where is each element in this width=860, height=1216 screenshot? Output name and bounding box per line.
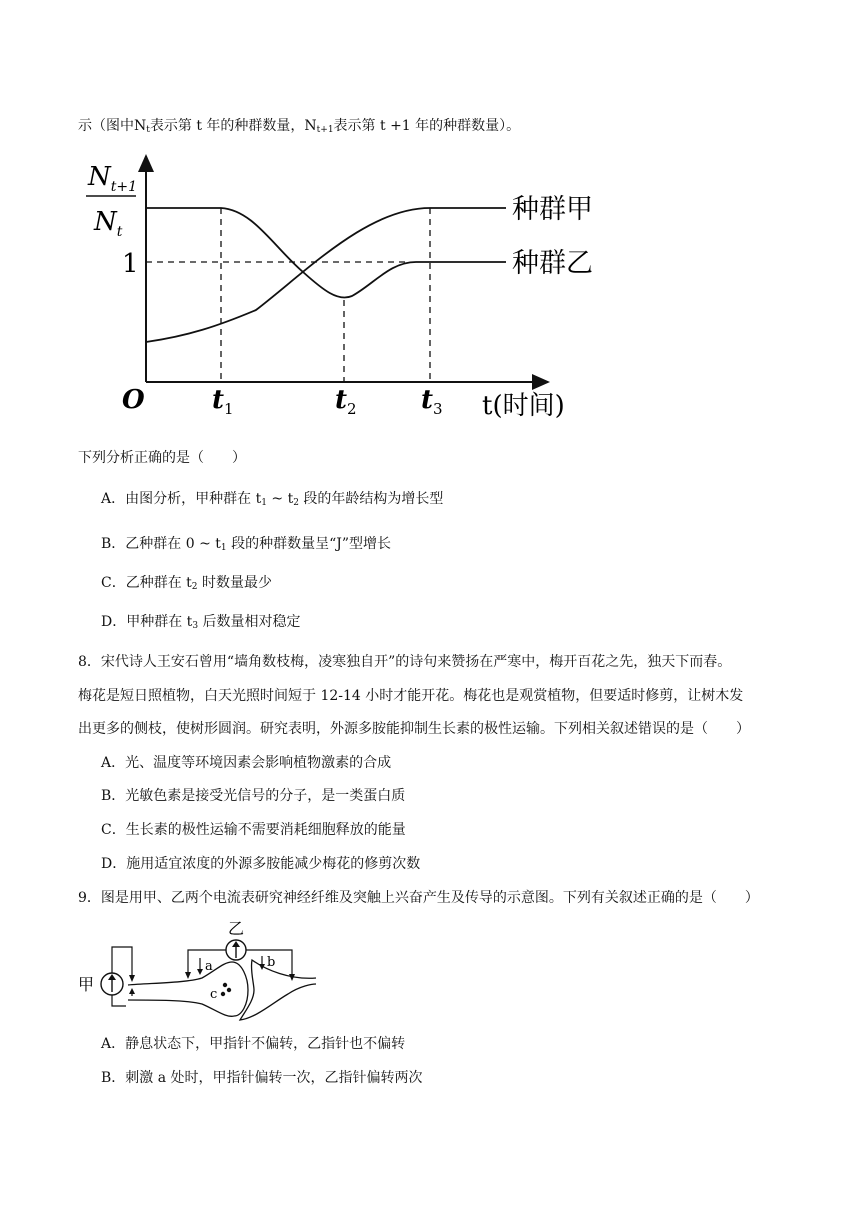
x-tick-t1 — [212, 385, 234, 418]
q8-stem-line-3: 出更多的侧枝，使树形圆润。研究表明，外源多胺能抑制生长素的极性运输。下列相关叙述错误的是（ ） — [78, 721, 750, 737]
q7-option-b-post: 段的种群数量呈“J”型增长 — [226, 536, 392, 552]
y-label-numerator — [87, 162, 137, 195]
q8-option-b[interactable]: B．光敏色素是接受光信号的分子，是一类蛋白质 — [101, 788, 406, 804]
x-tick-t2-sub: 2 — [347, 400, 357, 418]
q9-stem: 9．图是用甲、乙两个电流表研究神经纤维及突触上兴奋产生及传导的示意图。下列有关叙述正确的是（ ） — [78, 890, 759, 906]
q7-option-c-sub1: 2 — [191, 582, 198, 592]
q7-option-c-letter: C． — [101, 575, 126, 591]
x-tick-t3-t: t — [421, 385, 434, 415]
intro-text-pre: 示（图中 — [78, 118, 134, 134]
vesicle — [221, 992, 225, 996]
vesicle — [227, 988, 231, 992]
q7-option-b-pre: 乙种群在 0 ~ t — [125, 536, 221, 552]
q7-option-b[interactable] — [101, 534, 391, 558]
intro-text-post: 表示第 t +1 年的种群数量）。 — [333, 118, 521, 134]
x-tick-t1-t: t — [212, 385, 225, 415]
intro-line — [78, 116, 520, 140]
x-tick-t1-sub: 1 — [224, 400, 234, 418]
q9-option-a[interactable]: A．静息状态下，甲指针不偏转，乙指针也不偏转 — [101, 1036, 406, 1052]
x-axis-label: t(时间) — [482, 391, 565, 421]
label-a: a — [205, 959, 213, 974]
q8-option-d[interactable]: D．施用适宜浓度的外源多胺能减少梅花的修剪次数 — [101, 856, 421, 872]
q7-option-d[interactable] — [101, 612, 301, 636]
nerve-fiber — [128, 962, 232, 985]
q8-stem-line-2: 梅花是短日照植物，白天光照时间短于 12-14 小时才能开花。梅花也是观赏植物，但要适时修剪，让树木发 — [78, 688, 744, 704]
q7-option-b-sub1: 1 — [220, 543, 227, 553]
q7-option-d-pre: 甲种群在 t — [126, 614, 193, 630]
series-yi-curve — [146, 208, 506, 298]
label-c: c — [210, 987, 218, 1002]
vesicle — [223, 983, 227, 987]
meter-jia-label: 甲 — [78, 975, 95, 994]
y-label-denominator — [93, 207, 123, 240]
q7-option-c-post: 时数量最少 — [197, 575, 272, 591]
y-label-den-n: N — [94, 207, 117, 237]
intro-n1: N — [134, 118, 147, 134]
intro-n1-sub: t — [146, 125, 150, 135]
q8-stem-line-1: 8．宋代诗人王安石曾用“墙角数枝梅，凌寒独自开”的诗句来赞扬在严寒中，梅开百花之先，独天下而春。 — [78, 654, 732, 670]
x-tick-t3-sub: 3 — [433, 400, 443, 418]
y-label-den-sub: t — [116, 224, 123, 240]
y-label-num-n: N — [88, 162, 111, 192]
x-tick-t2-t: t — [335, 385, 348, 415]
q7-option-a-pre: 由图分析，甲种群在 t — [125, 491, 262, 507]
q7-option-a-mid: ~ t — [266, 491, 294, 507]
q7-option-d-sub1: 3 — [192, 621, 199, 631]
y-tick-1: 1 — [122, 249, 139, 279]
presynaptic-terminal — [232, 962, 248, 1016]
q9-option-b[interactable]: B．刺激 a 处时，甲指针偏转一次，乙指针偏转两次 — [101, 1070, 423, 1086]
q7-option-a-post: 段的年龄结构为增长型 — [298, 491, 444, 507]
series-yi-label: 种群乙 — [512, 248, 593, 279]
series-jia-curve — [146, 208, 506, 342]
label-b: b — [267, 955, 276, 970]
y-label-num-sub: t+1 — [110, 179, 138, 195]
intro-n2-sub: t+1 — [316, 125, 334, 135]
intro-text-mid: 表示第 t 年的种群数量， — [149, 118, 305, 134]
q7-option-a-sub1: 1 — [261, 498, 267, 508]
q8-option-c[interactable]: C．生长素的极性运输不需要消耗细胞释放的能量 — [101, 822, 406, 838]
q7-stem: 下列分析正确的是（ ） — [78, 450, 246, 466]
postsynaptic-membrane — [240, 960, 316, 1020]
q7-option-a[interactable] — [101, 489, 443, 513]
series-jia-label: 种群甲 — [512, 194, 593, 225]
x-tick-t2 — [335, 385, 357, 418]
x-tick-t3 — [421, 385, 443, 418]
q7-option-c-pre: 乙种群在 t — [125, 575, 192, 591]
meter-yi-label: 乙 — [228, 919, 245, 938]
q7-option-d-letter: D． — [101, 614, 127, 630]
q7-option-b-letter: B． — [101, 536, 126, 552]
origin-label: O — [122, 385, 145, 415]
q7-option-d-post: 后数量相对稳定 — [198, 614, 301, 630]
q8-option-a[interactable]: A．光、温度等环境因素会影响植物激素的合成 — [101, 755, 392, 771]
intro-n2: N — [304, 118, 317, 134]
population-ratio-chart — [78, 150, 638, 430]
neuron-synapse-diagram — [76, 912, 336, 1024]
q7-option-a-letter: A． — [101, 491, 126, 507]
q7-option-a-sub2: 2 — [293, 498, 299, 508]
q7-option-c[interactable] — [101, 573, 272, 597]
